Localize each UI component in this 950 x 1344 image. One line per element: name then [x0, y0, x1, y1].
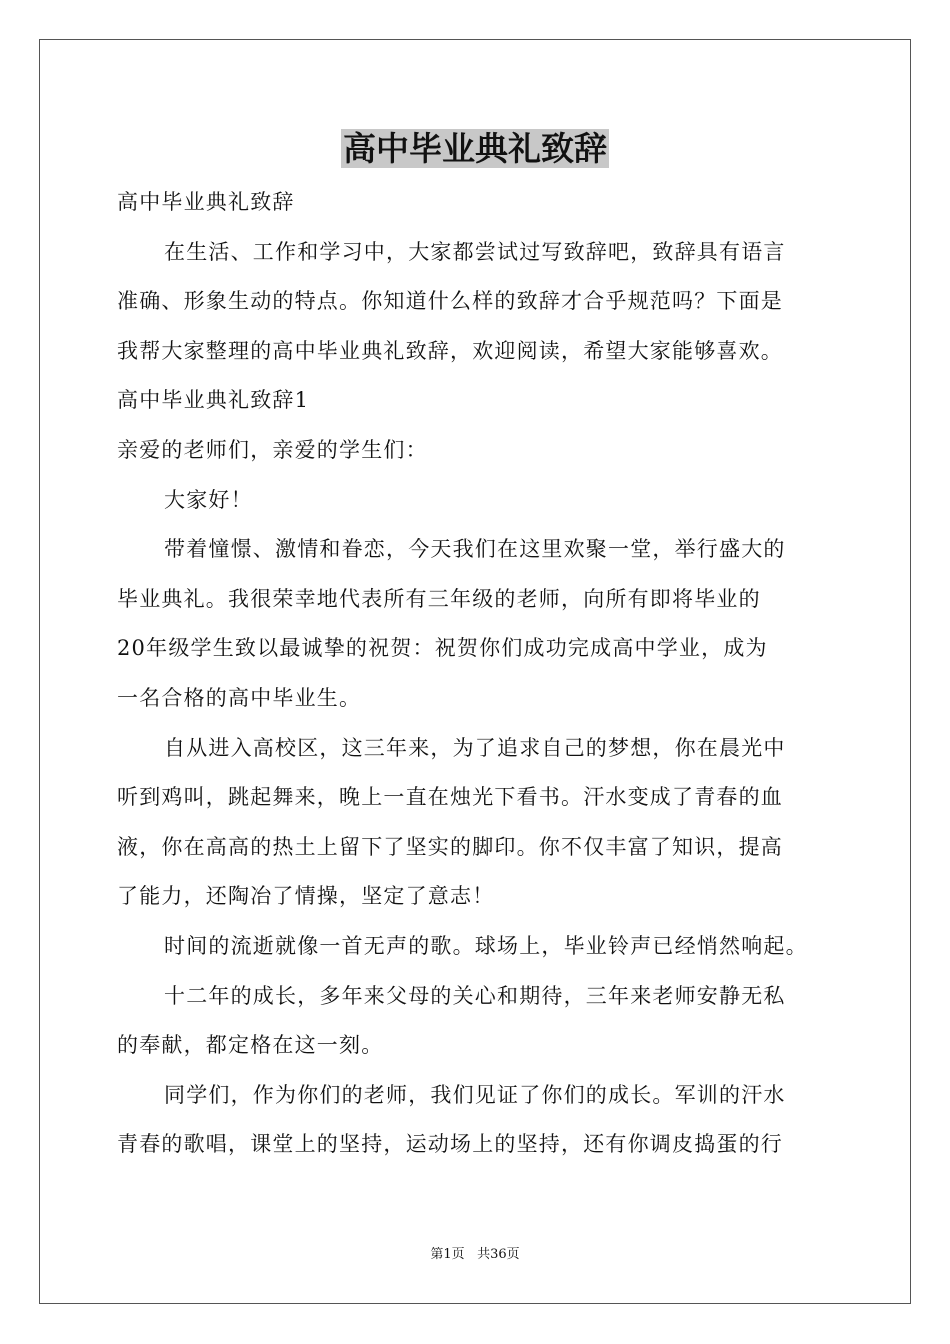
body-line: 同学们，作为你们的老师，我们见证了你们的成长。军训的汗水 [164, 1082, 786, 1107]
body-line: 了能力，还陶冶了情操，坚定了意志！ [117, 884, 495, 909]
body-line: 亲爱的老师们，亲爱的学生们： [117, 437, 428, 462]
body-line: 在生活、工作和学习中，大家都尝试过写致辞吧，致辞具有语言 [164, 239, 786, 264]
body-line: 时间的流逝就像一首无声的歌。球场上，毕业铃声已经悄然响起。 [164, 933, 808, 958]
body-line: 高中毕业典礼致辞1 [117, 388, 310, 413]
body-line: 自从进入高校区，这三年来，为了追求自己的梦想，你在晨光中 [164, 735, 786, 760]
body-line: 准确、形象生动的特点。你知道什么样的致辞才合乎规范吗？下面是 [117, 289, 783, 314]
page-number: 第1页 [430, 1247, 465, 1262]
document-title-text: 高中毕业典礼致辞 [343, 129, 607, 168]
document-title [0, 128, 950, 170]
body-line: 带着憧憬、激情和眷恋，今天我们在这里欢聚一堂，举行盛大的 [164, 537, 786, 562]
body-line: 液，你在高高的热土上留下了坚实的脚印。你不仅丰富了知识，提高 [117, 834, 783, 859]
body-line: 青春的歌唱，课堂上的坚持，运动场上的坚持，还有你调皮捣蛋的行 [117, 1132, 783, 1157]
body-line: 听到鸡叫，跳起舞来，晚上一直在烛光下看书。汗水变成了青春的血 [117, 785, 783, 810]
body-line: 高中毕业典礼致辞 [117, 190, 295, 214]
page-total: 共36页 [477, 1247, 520, 1262]
body-line: 一名合格的高中毕业生。 [117, 685, 362, 710]
document-body [117, 178, 842, 1170]
body-line: 20年级学生致以最诚挚的祝贺：祝贺你们成功完成高中学业，成为 [117, 636, 768, 661]
page-footer [0, 1246, 950, 1264]
body-line: 大家好！ [164, 487, 253, 512]
body-line: 我帮大家整理的高中毕业典礼致辞，欢迎阅读，希望大家能够喜欢。 [117, 338, 783, 363]
body-line: 的奉献，都定格在这一刻。 [117, 1033, 384, 1058]
body-line: 毕业典礼。我很荣幸地代表所有三年级的老师，向所有即将毕业的 [117, 586, 761, 611]
body-line: 十二年的成长，多年来父母的关心和期待，三年来老师安静无私 [164, 983, 786, 1008]
